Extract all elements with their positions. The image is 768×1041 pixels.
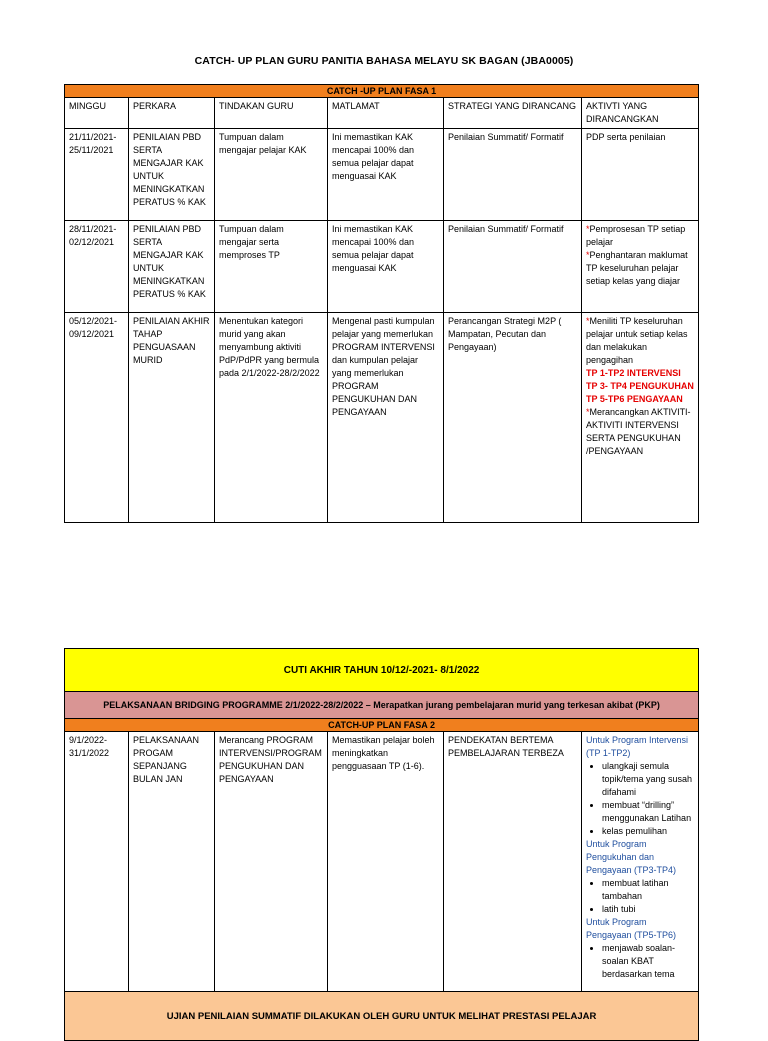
table-row — [65, 313, 699, 523]
cell-strategi: PENDEKATAN BERTEMA PEMBELAJARAN TERBEZA — [444, 732, 582, 992]
aktiviti-item — [586, 223, 694, 249]
header-matlamat: MATLAMAT — [328, 98, 444, 129]
asterisk-marker: * — [586, 407, 590, 417]
ujian-summatif-band: UJIAN PENILAIAN SUMMATIF DILAKUKAN OLEH GURU UNTUK MELIHAT PRESTASI PELAJAR — [65, 992, 699, 1041]
cell-aktiviti: PDP serta penilaian — [582, 129, 699, 221]
aktiviti-item — [586, 406, 694, 458]
aktiviti-item — [586, 315, 694, 367]
cell-matlamat: Mengenal pasti kumpulan pelajar yang memerlukan PROGRAM INTERVENSI dan kumpulan pelajar yang memerlukan PROGRAM PENGUKUHAN DAN PENGAYAAN — [328, 313, 444, 523]
list-item: • latih tubi — [602, 903, 694, 916]
table-row — [65, 129, 699, 221]
cell-minggu: 28/11/2021-02/12/2021 — [65, 221, 129, 313]
cell-strategi: Perancangan Strategi M2P ( Mampatan, Pecutan dan Pengayaan) — [444, 313, 582, 523]
list-item: • kelas pemulihan — [602, 825, 694, 838]
table-row — [65, 732, 699, 992]
intervensi-label: TP 1-TP2 INTERVENSI — [586, 368, 681, 378]
cell-strategi: Penilaian Summatif/ Formatif — [444, 129, 582, 221]
header-aktiviti: AKTIVTI YANG DIRANCANGKAN — [582, 98, 699, 129]
cell-matlamat: Memastikan pelajar boleh meningkatkan pengguasaan TP (1-6). — [328, 732, 444, 992]
cell-matlamat: Ini memastikan KAK mencapai 100% dan semua pelajar dapat menguasai KAK — [328, 129, 444, 221]
cell-tindakan: Merancang PROGRAM INTERVENSI/PROGRAM PENGUKUHAN DAN PENGAYAAN — [215, 732, 328, 992]
cell-aktiviti — [582, 732, 699, 992]
cell-minggu: 05/12/2021-09/12/2021 — [65, 313, 129, 523]
cell-tindakan: Tumpuan dalam mengajar serta memproses TP — [215, 221, 328, 313]
table-row — [65, 221, 699, 313]
list-item: • ulangkaji semula topik/tema yang susah difahami — [602, 760, 694, 799]
pengayaan-label: TP 5-TP6 PENGAYAAN — [586, 394, 683, 404]
program-pengukuhan-heading: Untuk Program Pengukuhan dan Pengayaan (TP3-TP4) — [586, 839, 677, 875]
fasa-2-band: CATCH-UP PLAN FASA 2 — [65, 719, 699, 732]
asterisk-marker: * — [586, 224, 590, 234]
bridging-programme-band: PELAKSANAAN BRIDGING PROGRAMME 2/1/2022-28/2/2022 – Merapatkan jurang pembelajaran murid yang terkesan akibat (PKP) — [65, 692, 699, 719]
cell-perkara: PENILAIAN PBD SERTA MENGAJAR KAK UNTUK MENINGKATKAN PERATUS % KAK — [129, 221, 215, 313]
list-item: • menjawab soalan-soalan KBAT berdasarkan tema — [602, 942, 694, 981]
cell-matlamat: Ini memastikan KAK mencapai 100% dan semua pelajar dapat menguasai KAK — [328, 221, 444, 313]
asterisk-marker: * — [586, 250, 590, 260]
cell-perkara: PELAKSANAAN PROGAM SEPANJANG BULAN JAN — [129, 732, 215, 992]
header-tindakan-guru: TINDAKAN GURU — [215, 98, 328, 129]
pengayaan-list — [586, 942, 694, 981]
aktiviti-text: Meniliti TP keseluruhan pelajar untuk setiap kelas dan melakukan pengagihan — [586, 316, 688, 365]
header-minggu: MINGGU — [65, 98, 129, 129]
asterisk-marker: * — [586, 316, 590, 326]
cell-perkara: PENILAIAN PBD SERTA MENGAJAR KAK UNTUK MENINGKATKAN PERATUS % KAK — [129, 129, 215, 221]
cell-perkara: PENILAIAN AKHIR TAHAP PENGUASAAN MURID — [129, 313, 215, 523]
cell-aktiviti — [582, 313, 699, 523]
cell-minggu: 21/11/2021-25/11/2021 — [65, 129, 129, 221]
cell-strategi: Penilaian Summatif/ Formatif — [444, 221, 582, 313]
cuti-akhir-tahun-band: CUTI AKHIR TAHUN 10/12/-2021- 8/1/2022 — [65, 649, 699, 692]
aktiviti-text: Pemprosesan TP setiap pelajar — [586, 224, 686, 247]
cell-tindakan: Tumpuan dalam mengajar pelajar KAK — [215, 129, 328, 221]
aktiviti-text: Merancangkan AKTIVITI-AKTIVITI INTERVENSI SERTA PENGUKUHAN /PENGAYAAN — [586, 407, 691, 456]
intervensi-list — [586, 760, 694, 838]
cell-minggu: 9/1/2022-31/1/2022 — [65, 732, 129, 992]
fasa-1-band: CATCH -UP PLAN FASA 1 — [65, 85, 699, 98]
catch-up-plan-fasa-1-table — [64, 84, 699, 523]
list-item: • membuat latihan tambahan — [602, 877, 694, 903]
program-intervensi-heading: Untuk Program Intervensi (TP 1-TP2) — [586, 735, 689, 758]
cell-aktiviti — [582, 221, 699, 313]
header-perkara: PERKARA — [129, 98, 215, 129]
pengukuhan-label: TP 3- TP4 PENGUKUHAN — [586, 381, 694, 391]
cell-tindakan: Menentukan kategori murid yang akan menyambung aktiviti PdP/PdPR yang bermula pada 2/1/2022-28/2/2022 — [215, 313, 328, 523]
list-item: • membuat “drilling” menggunakan Latihan — [602, 799, 694, 825]
document-title: CATCH- UP PLAN GURU PANITIA BAHASA MELAYU SK BAGAN (JBA0005) — [194, 55, 574, 67]
aktiviti-item — [586, 249, 694, 288]
pengukuhan-list — [586, 877, 694, 916]
table-header-row — [65, 98, 699, 129]
header-strategi: STRATEGI YANG DIRANCANG — [444, 98, 582, 129]
program-pengayaan-heading: Untuk Program Pengayaan (TP5-TP6) — [586, 917, 677, 940]
aktiviti-text: Penghantaran maklumat TP keseluruhan pelajar setiap kelas yang diajar — [586, 250, 688, 286]
catch-up-plan-fasa-2-table — [64, 648, 699, 1041]
